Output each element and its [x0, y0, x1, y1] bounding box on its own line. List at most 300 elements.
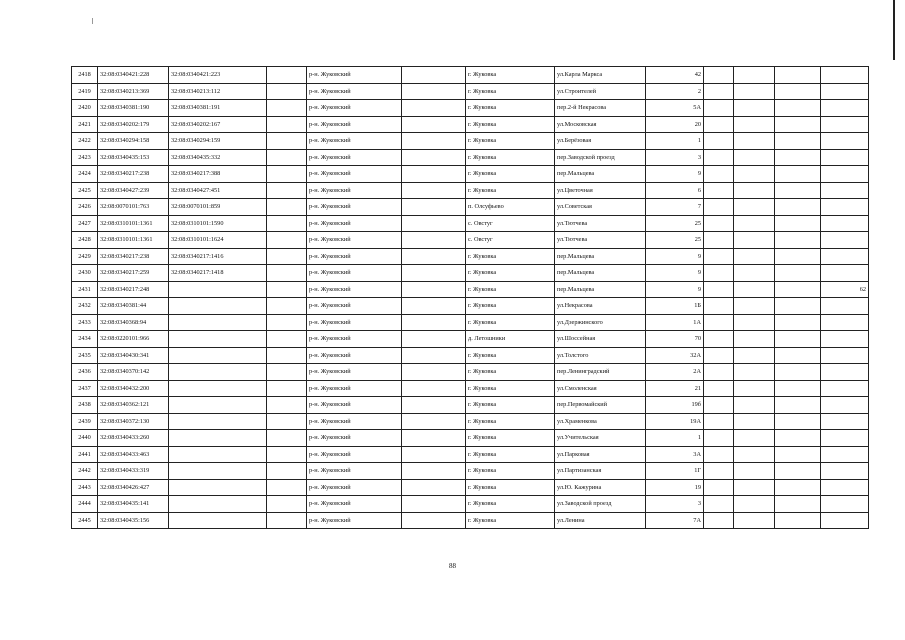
extra-value-cell — [821, 331, 869, 348]
table-row — [72, 248, 869, 265]
row-number-cell: 2434 — [72, 331, 98, 348]
empty-cell — [734, 413, 775, 430]
table-row — [72, 83, 869, 100]
empty-cell — [704, 133, 734, 150]
empty-cell — [775, 347, 821, 364]
extra-value-cell — [821, 314, 869, 331]
empty-cell — [704, 496, 734, 513]
empty-cell — [734, 232, 775, 249]
empty-cell — [704, 199, 734, 216]
empty-cell — [402, 182, 466, 199]
empty-cell — [267, 133, 307, 150]
empty-cell — [402, 100, 466, 117]
empty-cell — [267, 314, 307, 331]
empty-cell — [734, 83, 775, 100]
empty-cell — [704, 298, 734, 315]
cadastral-number-cell: 32:08:0340217:238 — [98, 166, 169, 183]
empty-cell — [775, 100, 821, 117]
parent-cadastral-cell: 32:08:0340427:451 — [169, 182, 267, 199]
locality-cell: г. Жуковка — [466, 182, 555, 199]
locality-cell: г. Жуковка — [466, 380, 555, 397]
district-cell: р-н. Жуковский — [307, 397, 402, 414]
parent-cadastral-cell — [169, 413, 267, 430]
empty-cell — [734, 314, 775, 331]
locality-cell: г. Жуковка — [466, 149, 555, 166]
street-cell: ул.Карла Маркса — [555, 67, 646, 84]
empty-cell — [704, 248, 734, 265]
house-number-cell: 7А — [646, 512, 704, 529]
locality-cell: г. Жуковка — [466, 463, 555, 480]
cadastral-number-cell: 32:08:0340368:94 — [98, 314, 169, 331]
empty-cell — [775, 248, 821, 265]
empty-cell — [775, 380, 821, 397]
extra-value-cell — [821, 166, 869, 183]
empty-cell — [402, 281, 466, 298]
parent-cadastral-cell: 32:08:0340213:112 — [169, 83, 267, 100]
house-number-cell: 2 — [646, 83, 704, 100]
table-row — [72, 182, 869, 199]
cadastral-number-cell: 32:08:0340430:341 — [98, 347, 169, 364]
empty-cell — [402, 116, 466, 133]
empty-cell — [402, 413, 466, 430]
locality-cell: г. Жуковка — [466, 298, 555, 315]
row-number-cell: 2445 — [72, 512, 98, 529]
empty-cell — [267, 496, 307, 513]
empty-cell — [402, 298, 466, 315]
house-number-cell: 1 — [646, 133, 704, 150]
cadastral-number-cell: 32:08:0340372:130 — [98, 413, 169, 430]
locality-cell: г. Жуковка — [466, 133, 555, 150]
house-number-cell: 1Г — [646, 463, 704, 480]
locality-cell: с. Овстуг — [466, 215, 555, 232]
row-number-cell: 2435 — [72, 347, 98, 364]
table-row — [72, 496, 869, 513]
street-cell: ул.Берёзовая — [555, 133, 646, 150]
house-number-cell: 7 — [646, 199, 704, 216]
row-number-cell: 2418 — [72, 67, 98, 84]
extra-value-cell — [821, 232, 869, 249]
house-number-cell: 1 — [646, 430, 704, 447]
parent-cadastral-cell — [169, 380, 267, 397]
parent-cadastral-cell — [169, 512, 267, 529]
row-number-cell: 2432 — [72, 298, 98, 315]
empty-cell — [734, 265, 775, 282]
row-number-cell: 2430 — [72, 265, 98, 282]
street-cell: ул.Тютчева — [555, 232, 646, 249]
empty-cell — [734, 364, 775, 381]
cadastral-number-cell: 32:08:0070101:763 — [98, 199, 169, 216]
cadastral-number-cell: 32:08:0340433:260 — [98, 430, 169, 447]
district-cell: р-н. Жуковский — [307, 67, 402, 84]
cadastral-number-cell: 32:08:0340435:156 — [98, 512, 169, 529]
street-cell: пер.Заводской проезд — [555, 149, 646, 166]
row-number-cell: 2422 — [72, 133, 98, 150]
district-cell: р-н. Жуковский — [307, 430, 402, 447]
street-cell: ул.Заводской проезд — [555, 496, 646, 513]
street-cell: пер.Ленинградский — [555, 364, 646, 381]
empty-cell — [704, 463, 734, 480]
house-number-cell: 2А — [646, 364, 704, 381]
row-number-cell: 2431 — [72, 281, 98, 298]
street-cell: пер.Мальцева — [555, 265, 646, 282]
district-cell: р-н. Жуковский — [307, 347, 402, 364]
empty-cell — [402, 397, 466, 414]
empty-cell — [775, 364, 821, 381]
empty-cell — [734, 298, 775, 315]
street-cell: ул.Партизанская — [555, 463, 646, 480]
street-cell: пер.Первомайский — [555, 397, 646, 414]
extra-value-cell — [821, 430, 869, 447]
house-number-cell: 19 — [646, 479, 704, 496]
house-number-cell: 9 — [646, 166, 704, 183]
empty-cell — [704, 215, 734, 232]
parent-cadastral-cell: 32:08:0340435:332 — [169, 149, 267, 166]
table-row — [72, 232, 869, 249]
locality-cell: г. Жуковка — [466, 512, 555, 529]
empty-cell — [734, 430, 775, 447]
empty-cell — [775, 496, 821, 513]
extra-value-cell — [821, 298, 869, 315]
parent-cadastral-cell — [169, 479, 267, 496]
cadastral-number-cell: 32:08:0340213:369 — [98, 83, 169, 100]
empty-cell — [267, 331, 307, 348]
street-cell: ул.Храменкова — [555, 413, 646, 430]
empty-cell — [402, 83, 466, 100]
cadastral-number-cell: 32:08:0220101:966 — [98, 331, 169, 348]
table-row — [72, 199, 869, 216]
locality-cell: г. Жуковка — [466, 413, 555, 430]
house-number-cell: 70 — [646, 331, 704, 348]
parent-cadastral-cell — [169, 364, 267, 381]
empty-cell — [704, 512, 734, 529]
district-cell: р-н. Жуковский — [307, 265, 402, 282]
empty-cell — [704, 67, 734, 84]
empty-cell — [734, 281, 775, 298]
extra-value-cell — [821, 413, 869, 430]
table-row — [72, 347, 869, 364]
district-cell: р-н. Жуковский — [307, 248, 402, 265]
extra-value-cell — [821, 463, 869, 480]
empty-cell — [267, 397, 307, 414]
cadastral-number-cell: 32:08:0340432:200 — [98, 380, 169, 397]
empty-cell — [704, 182, 734, 199]
empty-cell — [734, 380, 775, 397]
cadastral-number-cell: 32:08:0340435:153 — [98, 149, 169, 166]
empty-cell — [704, 380, 734, 397]
street-cell: ул.Парковая — [555, 446, 646, 463]
street-cell: ул.Ю. Кажурина — [555, 479, 646, 496]
extra-value-cell — [821, 496, 869, 513]
row-number-cell: 2420 — [72, 100, 98, 117]
empty-cell — [775, 116, 821, 133]
street-cell: пер.2-й Некрасова — [555, 100, 646, 117]
house-number-cell: 1Б — [646, 298, 704, 315]
table-row — [72, 479, 869, 496]
row-number-cell: 2438 — [72, 397, 98, 414]
table-row — [72, 314, 869, 331]
parent-cadastral-cell — [169, 430, 267, 447]
empty-cell — [775, 166, 821, 183]
parent-cadastral-cell: 32:08:0340294:159 — [169, 133, 267, 150]
district-cell: р-н. Жуковский — [307, 479, 402, 496]
street-cell: ул.Тютчева — [555, 215, 646, 232]
empty-cell — [267, 380, 307, 397]
street-cell: ул.Ленина — [555, 512, 646, 529]
house-number-cell: 19А — [646, 413, 704, 430]
empty-cell — [704, 314, 734, 331]
parent-cadastral-cell: 32:08:0070101:859 — [169, 199, 267, 216]
empty-cell — [267, 100, 307, 117]
street-cell: ул.Строителей — [555, 83, 646, 100]
cadastral-number-cell: 32:08:0340362:121 — [98, 397, 169, 414]
street-cell: ул.Учительская — [555, 430, 646, 447]
district-cell: р-н. Жуковский — [307, 463, 402, 480]
empty-cell — [267, 430, 307, 447]
empty-cell — [402, 232, 466, 249]
locality-cell: г. Жуковка — [466, 430, 555, 447]
empty-cell — [775, 265, 821, 282]
empty-cell — [704, 149, 734, 166]
empty-cell — [704, 347, 734, 364]
empty-cell — [734, 331, 775, 348]
house-number-cell: 1А — [646, 314, 704, 331]
street-cell: ул.Некрасова — [555, 298, 646, 315]
locality-cell: г. Жуковка — [466, 397, 555, 414]
empty-cell — [775, 479, 821, 496]
empty-cell — [704, 265, 734, 282]
table-row — [72, 281, 869, 298]
empty-cell — [775, 67, 821, 84]
locality-cell: г. Жуковка — [466, 446, 555, 463]
parent-cadastral-cell: 32:08:0310101:1624 — [169, 232, 267, 249]
empty-cell — [734, 397, 775, 414]
extra-value-cell — [821, 67, 869, 84]
street-cell: ул.Цветочная — [555, 182, 646, 199]
empty-cell — [734, 100, 775, 117]
empty-cell — [734, 248, 775, 265]
locality-cell: д. Летошники — [466, 331, 555, 348]
empty-cell — [775, 314, 821, 331]
table-row — [72, 512, 869, 529]
empty-cell — [734, 496, 775, 513]
cadastral-number-cell: 32:08:0340435:141 — [98, 496, 169, 513]
street-cell: ул.Толстого — [555, 347, 646, 364]
empty-cell — [704, 364, 734, 381]
locality-cell: г. Жуковка — [466, 166, 555, 183]
empty-cell — [775, 413, 821, 430]
empty-cell — [775, 281, 821, 298]
cadastral-number-cell: 32:08:0340370:142 — [98, 364, 169, 381]
empty-cell — [734, 446, 775, 463]
district-cell: р-н. Жуковский — [307, 133, 402, 150]
empty-cell — [734, 347, 775, 364]
empty-cell — [775, 331, 821, 348]
district-cell: р-н. Жуковский — [307, 182, 402, 199]
empty-cell — [267, 463, 307, 480]
empty-cell — [402, 364, 466, 381]
empty-cell — [704, 479, 734, 496]
district-cell: р-н. Жуковский — [307, 281, 402, 298]
row-number-cell: 2424 — [72, 166, 98, 183]
row-number-cell: 2425 — [72, 182, 98, 199]
empty-cell — [267, 479, 307, 496]
empty-cell — [267, 199, 307, 216]
row-number-cell: 2423 — [72, 149, 98, 166]
empty-cell — [402, 463, 466, 480]
locality-cell: г. Жуковка — [466, 496, 555, 513]
parent-cadastral-cell — [169, 298, 267, 315]
parent-cadastral-cell: 32:08:0340421:223 — [169, 67, 267, 84]
empty-cell — [704, 281, 734, 298]
registry-table — [71, 66, 869, 529]
row-number-cell: 2436 — [72, 364, 98, 381]
row-number-cell: 2442 — [72, 463, 98, 480]
table-row — [72, 364, 869, 381]
page-number: 88 — [449, 562, 456, 570]
extra-value-cell — [821, 364, 869, 381]
empty-cell — [402, 215, 466, 232]
extra-value-cell: 62 — [821, 281, 869, 298]
cadastral-number-cell: 32:08:0340421:228 — [98, 67, 169, 84]
district-cell: р-н. Жуковский — [307, 100, 402, 117]
cadastral-number-cell: 32:08:0340217:248 — [98, 281, 169, 298]
empty-cell — [775, 199, 821, 216]
house-number-cell: 9 — [646, 265, 704, 282]
extra-value-cell — [821, 479, 869, 496]
table-row — [72, 116, 869, 133]
house-number-cell: 32А — [646, 347, 704, 364]
district-cell: р-н. Жуковский — [307, 331, 402, 348]
empty-cell — [402, 512, 466, 529]
district-cell: р-н. Жуковский — [307, 298, 402, 315]
empty-cell — [267, 215, 307, 232]
street-cell: ул.Московская — [555, 116, 646, 133]
cadastral-number-cell: 32:08:0340381:190 — [98, 100, 169, 117]
locality-cell: г. Жуковка — [466, 100, 555, 117]
house-number-cell: 6 — [646, 182, 704, 199]
cadastral-number-cell: 32:08:0310101:1361 — [98, 215, 169, 232]
empty-cell — [775, 463, 821, 480]
empty-cell — [775, 133, 821, 150]
empty-cell — [775, 430, 821, 447]
page-edge-line — [893, 0, 895, 60]
empty-cell — [267, 413, 307, 430]
house-number-cell: 19б — [646, 397, 704, 414]
table-row — [72, 446, 869, 463]
table-row — [72, 430, 869, 447]
empty-cell — [402, 149, 466, 166]
extra-value-cell — [821, 512, 869, 529]
parent-cadastral-cell — [169, 446, 267, 463]
house-number-cell: 3 — [646, 149, 704, 166]
empty-cell — [267, 182, 307, 199]
empty-cell — [402, 248, 466, 265]
empty-cell — [267, 265, 307, 282]
empty-cell — [734, 463, 775, 480]
cadastral-number-cell: 32:08:0340427:239 — [98, 182, 169, 199]
table-row — [72, 380, 869, 397]
district-cell: р-н. Жуковский — [307, 512, 402, 529]
empty-cell — [734, 199, 775, 216]
table-row — [72, 331, 869, 348]
house-number-cell: 42 — [646, 67, 704, 84]
table-row — [72, 413, 869, 430]
district-cell: р-н. Жуковский — [307, 83, 402, 100]
parent-cadastral-cell — [169, 463, 267, 480]
house-number-cell: 9 — [646, 248, 704, 265]
empty-cell — [775, 397, 821, 414]
row-number-cell: 2428 — [72, 232, 98, 249]
empty-cell — [267, 364, 307, 381]
empty-cell — [402, 347, 466, 364]
extra-value-cell — [821, 149, 869, 166]
table-row — [72, 215, 869, 232]
table-row — [72, 100, 869, 117]
extra-value-cell — [821, 248, 869, 265]
locality-cell: г. Жуковка — [466, 347, 555, 364]
empty-cell — [402, 133, 466, 150]
cadastral-number-cell: 32:08:0340202:179 — [98, 116, 169, 133]
locality-cell: г. Жуковка — [466, 364, 555, 381]
cadastral-number-cell: 32:08:0340294:158 — [98, 133, 169, 150]
empty-cell — [402, 430, 466, 447]
empty-cell — [402, 331, 466, 348]
street-cell: ул.Шоссейная — [555, 331, 646, 348]
empty-cell — [734, 182, 775, 199]
empty-cell — [775, 83, 821, 100]
district-cell: р-н. Жуковский — [307, 232, 402, 249]
locality-cell: г. Жуковка — [466, 281, 555, 298]
table-row — [72, 67, 869, 84]
district-cell: р-н. Жуковский — [307, 496, 402, 513]
cadastral-number-cell: 32:08:0310101:1361 — [98, 232, 169, 249]
parent-cadastral-cell — [169, 347, 267, 364]
row-number-cell: 2441 — [72, 446, 98, 463]
parent-cadastral-cell: 32:08:0340217:1418 — [169, 265, 267, 282]
district-cell: р-н. Жуковский — [307, 446, 402, 463]
house-number-cell: 20 — [646, 116, 704, 133]
locality-cell: с. Овстуг — [466, 232, 555, 249]
parent-cadastral-cell: 32:08:0340217:388 — [169, 166, 267, 183]
empty-cell — [267, 149, 307, 166]
district-cell: р-н. Жуковский — [307, 116, 402, 133]
empty-cell — [704, 397, 734, 414]
parent-cadastral-cell: 32:08:0340381:191 — [169, 100, 267, 117]
empty-cell — [734, 149, 775, 166]
extra-value-cell — [821, 133, 869, 150]
table-row — [72, 298, 869, 315]
extra-value-cell — [821, 265, 869, 282]
row-number-cell: 2437 — [72, 380, 98, 397]
empty-cell — [402, 479, 466, 496]
street-cell: пер.Мальцева — [555, 248, 646, 265]
row-number-cell: 2421 — [72, 116, 98, 133]
empty-cell — [775, 232, 821, 249]
empty-cell — [775, 512, 821, 529]
extra-value-cell — [821, 100, 869, 117]
extra-value-cell — [821, 347, 869, 364]
locality-cell: г. Жуковка — [466, 83, 555, 100]
row-number-cell: 2440 — [72, 430, 98, 447]
row-number-cell: 2429 — [72, 248, 98, 265]
street-cell: ул.Советская — [555, 199, 646, 216]
parent-cadastral-cell — [169, 331, 267, 348]
empty-cell — [775, 149, 821, 166]
parent-cadastral-cell: 32:08:0340202:167 — [169, 116, 267, 133]
empty-cell — [402, 380, 466, 397]
extra-value-cell — [821, 182, 869, 199]
empty-cell — [402, 67, 466, 84]
